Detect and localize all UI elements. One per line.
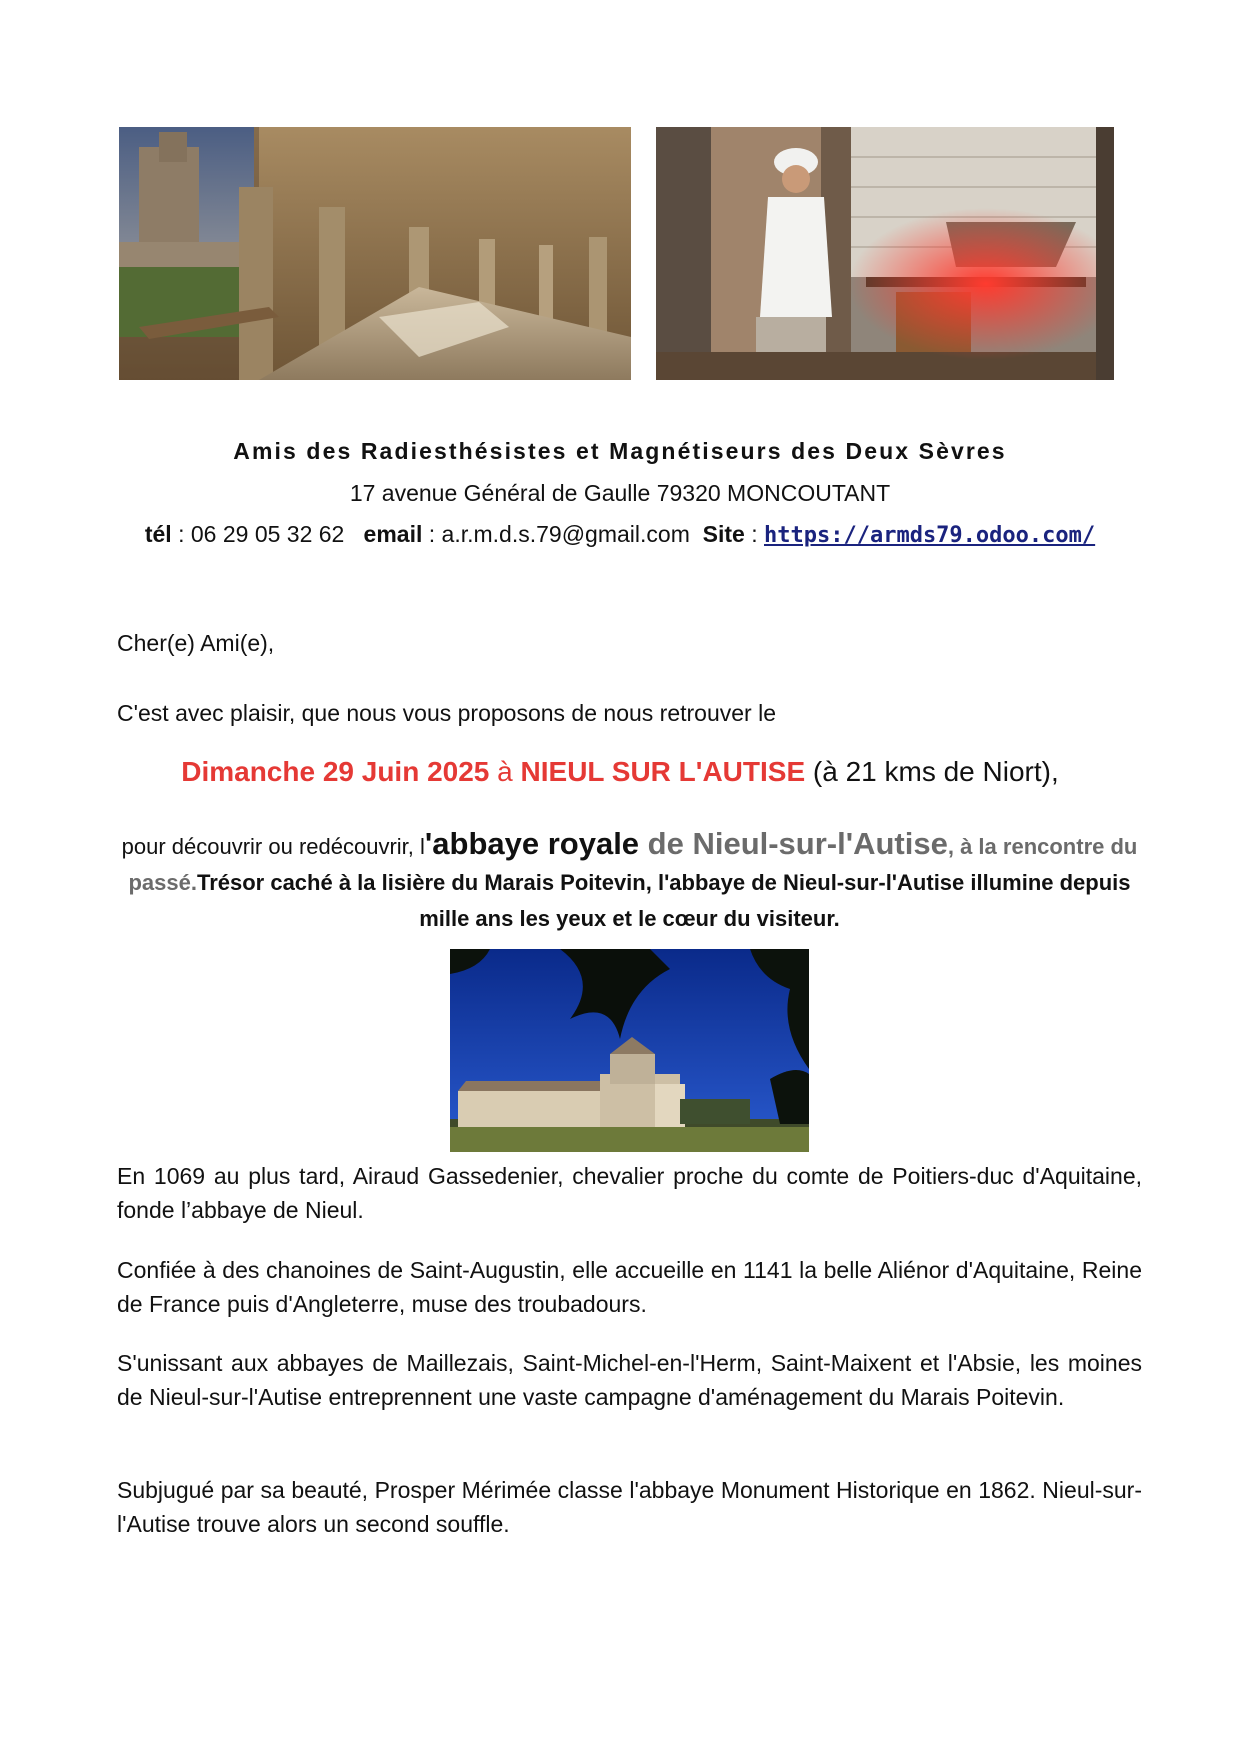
rencontre-passe: , à la rencontre du passé. — [128, 834, 1138, 895]
organization-name: Amis des Radiesthésistes et Magnétiseurs des Deux Sèvres — [233, 438, 1007, 464]
email-value: : a.r.m.d.s.79@gmail.com — [422, 521, 690, 547]
event-line — [0, 756, 1240, 788]
event-place: NIEUL SUR L'AUTISE — [520, 756, 806, 787]
discover-lead: pour découvrir ou redécouvrir, l — [121, 834, 425, 859]
site-link[interactable]: https://armds79.odoo.com/ — [764, 523, 1096, 548]
paragraph-merimee: Subjugué par sa beauté, Prosper Mérimée classe l'abbaye Monument Historique en 1862. Nieul-sur-l'Autise trouve alors un second souffle. — [117, 1477, 1142, 1537]
mill-interior-photo — [656, 127, 1114, 380]
email-label: email — [363, 521, 423, 547]
paragraph-foundation: En 1069 au plus tard, Airaud Gassedenier, chevalier proche du comte de Poitiers-duc d'Aquitaine, fonde l’abbaye de Nieul. — [117, 1163, 1142, 1223]
greeting: Cher(e) Ami(e), — [117, 630, 275, 656]
organization-contact — [0, 521, 1240, 548]
abbey-photo — [450, 949, 809, 1152]
tresor-cache: Trésor caché à la lisière du Marais Poitevin, l'abbaye de Nieul-sur-l'Autise illumine depuis mille ans les yeux et le cœur du visiteur. — [196, 870, 1131, 931]
cloister-photo — [119, 127, 631, 380]
organization-address: 17 avenue Général de Gaulle 79320 MONCOUTANT — [349, 480, 891, 506]
intro-text: C'est avec plaisir, que nous vous proposons de nous retrouver le — [117, 700, 776, 726]
discover-paragraph — [117, 826, 1142, 937]
tel-value: : 06 29 05 32 62 — [171, 521, 345, 547]
de-nieul: de Nieul-sur-l'Autise — [639, 826, 948, 861]
event-distance: (à 21 kms de Niort), — [805, 756, 1059, 787]
event-a: à — [489, 756, 521, 787]
tel-label: tél — [144, 521, 172, 547]
site-label: Site — [702, 521, 745, 547]
abbaye-royale: 'abbaye royale — [424, 826, 640, 861]
site-separator: : — [744, 521, 764, 547]
event-date: Dimanche 29 Juin 2025 — [181, 756, 490, 787]
paragraph-marais: S'unissant aux abbayes de Maillezais, Saint-Michel-en-l'Herm, Saint-Maixent et l'Absie, les moines de Nieul-sur-l'Autise entreprennent une vaste campagne d'aménagement du Marais Poitevin. — [117, 1350, 1142, 1410]
paragraph-alienor: Confiée à des chanoines de Saint-Augustin, elle accueille en 1141 la belle Aliénor d'Aquitaine, Reine de France puis d'Angleterre, muse des troubadours. — [117, 1257, 1142, 1317]
